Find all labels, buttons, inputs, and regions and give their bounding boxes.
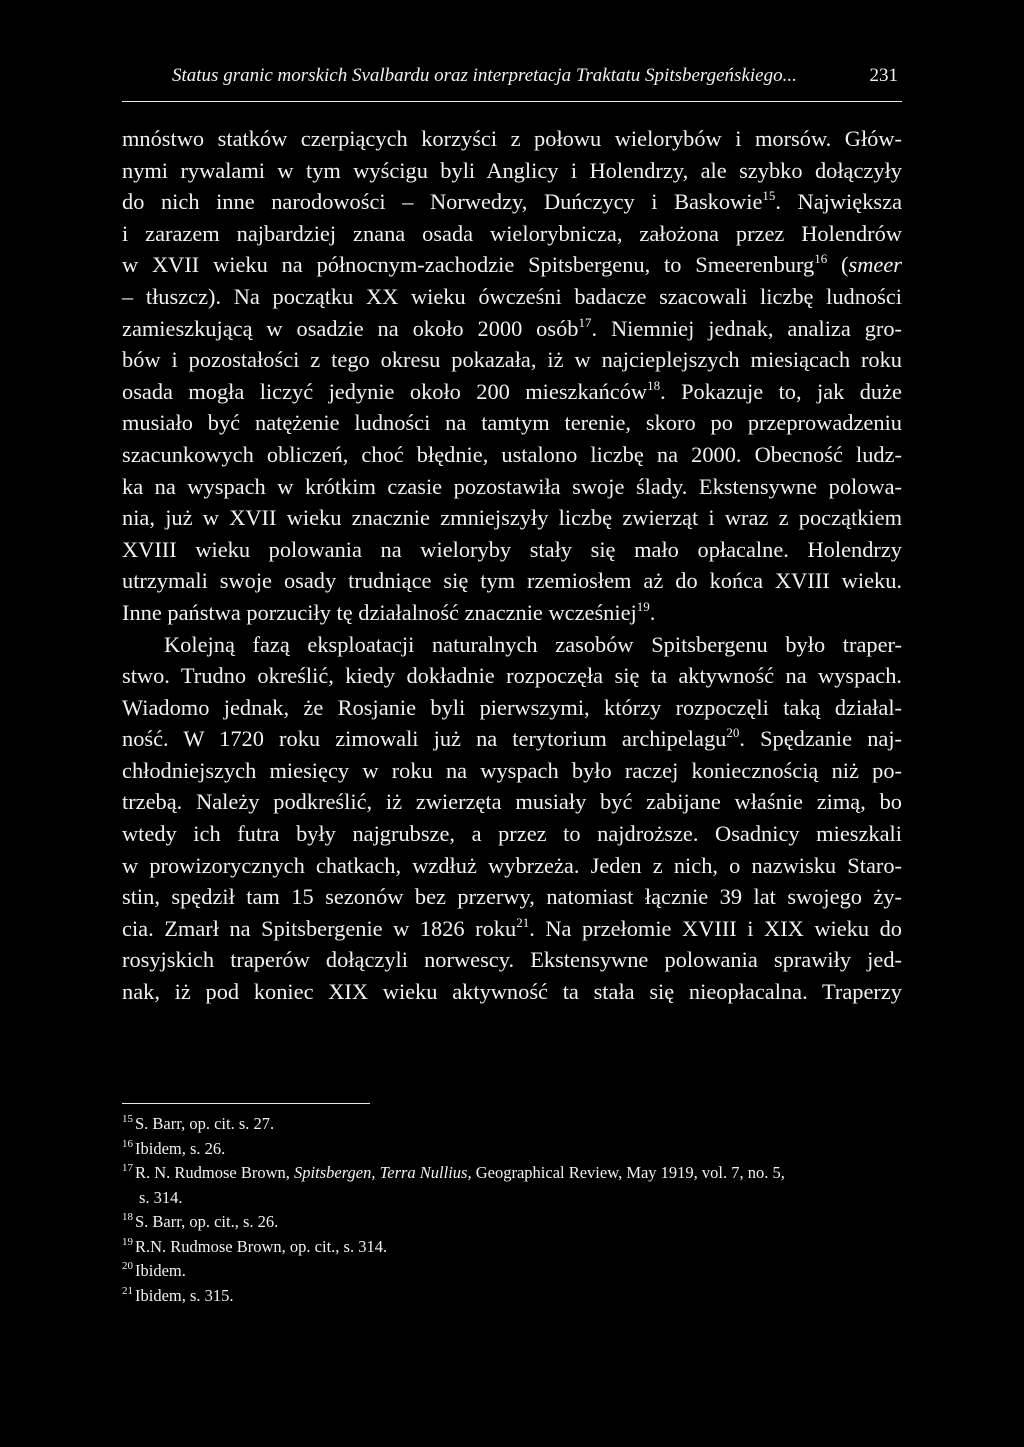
footnote-number: 16 <box>122 1137 133 1150</box>
text-run: . Niemniej jednak, analiza gro- <box>591 315 903 341</box>
text-run: . Spędzanie naj- <box>739 726 902 752</box>
text-run: trzebą. Należy podkreślić, iż zwierzęta musiały być zabijane właśnie zimą, bo <box>122 789 902 815</box>
text-line <box>122 186 902 218</box>
text-line <box>122 313 902 345</box>
text-line <box>122 376 902 408</box>
text-run: Ibidem, s. 315. <box>135 1285 234 1305</box>
text-line <box>122 944 902 976</box>
text-run: . Na przełomie XVIII i XIX wieku do <box>529 915 902 941</box>
text-run: Ibidem, s. 26. <box>135 1138 226 1158</box>
text-run: stin, spędził tam 15 sezonów bez przerwy, natomiast łącznie 39 lat swojego ży- <box>122 884 902 910</box>
text-run: R. N. Rudmose Brown, <box>135 1163 295 1182</box>
text-run: chłodniejszych miesięcy w roku na wyspach było raczej koniecznością niż po- <box>122 757 902 783</box>
text-run: utrzymali swoje osady trudniące się tym rzemiosłem aż do końca XVIII wieku. <box>122 568 902 594</box>
text-line <box>122 629 902 661</box>
footnote-ref: 18 <box>647 377 661 393</box>
footnote-ref: 16 <box>814 251 828 267</box>
text-run: cia. Zmarł na Spitsbergenie w 1826 roku <box>122 915 517 941</box>
footnote <box>122 1137 902 1162</box>
text-line <box>122 850 902 882</box>
text-line <box>122 534 902 566</box>
text-run: stwo. Trudno określić, kiedy dokładnie rozpoczęła się ta aktywność na wyspach. <box>122 663 902 689</box>
text-run: . Pokazuje to, jak duże <box>660 378 902 404</box>
footnote-number: 15 <box>122 1113 133 1125</box>
text-line <box>122 660 902 692</box>
text-line <box>122 597 902 629</box>
text-run: osada mogła liczyć jedynie około 200 mieszkańców <box>122 378 648 404</box>
footnote-ref: 20 <box>726 725 740 741</box>
text-run: ( <box>827 252 849 278</box>
text-run: Kolejną fazą eksploatacji naturalnych zasobów Spitsbergenu było traper- <box>164 631 902 657</box>
text-line <box>122 692 902 724</box>
text-line <box>122 502 902 534</box>
text-run: i zarazem najbardziej znana osada wielorybnicza, założona przez Holendrów <box>122 220 902 246</box>
text-run: nymi rywalami w tym wyścigu byli Anglicy i Holendrzy, ale szybko dołączyły <box>122 157 902 183</box>
text-run: XVIII wieku polowania na wieloryby stały się mało opłacalne. Holendrzy <box>122 536 902 562</box>
text-run: musiało być natężenie ludności na tamtym terenie, skoro po przeprowadzeniu <box>122 410 902 436</box>
text-run: R.N. Rudmose Brown, op. cit., s. 314. <box>135 1236 388 1256</box>
text-line <box>122 913 902 945</box>
text-run: nak, iż pod koniec XIX wieku aktywność ta stała się nieopłacalna. Traperzy <box>122 979 902 1005</box>
text-run: rosyjskich traperów dołączyli norwescy. Ekstensywne polowania sprawiły jed- <box>122 947 902 973</box>
text-run: bów i pozostałości z tego okresu pokazała, iż w najcieplejszych miesiącach roku <box>122 347 902 373</box>
italic-text: smeer <box>848 252 902 278</box>
text-run: szacunkowych obliczeń, choć błędnie, ustalono liczbę na 2000. Obecność ludz- <box>122 441 902 467</box>
text-run: Ibidem. <box>135 1261 186 1280</box>
footnote-ref: 19 <box>636 598 650 614</box>
text-run: Inne państwa porzuciły tę działalność znacznie wcześniej <box>122 599 637 625</box>
text-line <box>122 565 902 597</box>
text-run: . Największa <box>775 189 903 215</box>
footnote <box>122 1210 902 1235</box>
text-line <box>122 344 902 376</box>
text-run: Geographical Review, May 1919, vol. 7, no. 5, <box>471 1163 785 1182</box>
page-number: 231 <box>869 65 898 86</box>
text-line <box>122 976 902 1008</box>
footnote <box>122 1161 902 1186</box>
text-run: wtedy ich futra były najgrubsze, a przez to najdroższe. Osadnicy mieszkali <box>122 821 902 847</box>
text-run: S. Barr, op. cit., s. 26. <box>135 1212 279 1231</box>
italic-text: Spitsbergen, Terra Nullius, <box>294 1163 472 1182</box>
text-line <box>122 123 902 155</box>
footnote <box>122 1186 902 1211</box>
footnotes <box>122 1112 902 1308</box>
footnote-number: 18 <box>122 1211 133 1223</box>
text-line <box>122 218 902 250</box>
text-run: nia, już w XVII wieku znacznie zmniejszyły liczbę zwierząt i wraz z początkiem <box>122 505 902 531</box>
header-rule <box>122 101 902 102</box>
footnote-number: 17 <box>122 1162 133 1174</box>
footnote-ref: 21 <box>516 914 530 930</box>
text-run: w prowizorycznych chatkach, wzdłuż wybrzeża. Jeden z nich, o nazwisku Staro- <box>122 852 902 878</box>
footnote-number: 19 <box>122 1235 133 1248</box>
footnote <box>122 1284 902 1309</box>
text-line <box>122 755 902 787</box>
text-line <box>122 818 902 850</box>
footnote-ref: 17 <box>578 314 592 330</box>
text-line <box>122 249 902 281</box>
text-line <box>122 439 902 471</box>
text-line <box>122 786 902 818</box>
text-line <box>122 723 902 755</box>
text-line <box>122 281 902 313</box>
text-line <box>122 881 902 913</box>
running-title: Status granic morskich Svalbardu oraz interpretacja Traktatu Spitsbergeńskiego... <box>172 65 797 86</box>
text-run: do nich inne narodowości – Norwedzy, Duńczycy i Baskowie <box>122 189 763 215</box>
footnote-separator <box>122 1103 370 1104</box>
body-text <box>122 123 902 1008</box>
text-run: zamieszkującą w osadzie na około 2000 osób <box>122 315 579 341</box>
footnote-ref: 15 <box>762 188 776 204</box>
footnote <box>122 1259 902 1284</box>
text-run: – tłuszcz). Na początku XX wieku ówcześni badacze szacowali liczbę ludności <box>122 283 902 309</box>
text-run: S. Barr, op. cit. s. 27. <box>135 1114 275 1133</box>
footnote-number: 20 <box>122 1260 133 1272</box>
text-line <box>122 155 902 187</box>
footnote-number: 21 <box>122 1284 133 1297</box>
text-run: ność. W 1720 roku zimowali już na terytorium archipelagu <box>122 726 727 752</box>
text-run: ka na wyspach w krótkim czasie pozostawiła swoje ślady. Ekstensywne polowa- <box>122 473 902 499</box>
footnote <box>122 1235 902 1260</box>
text-line <box>122 471 902 503</box>
text-run: s. 314. <box>139 1187 183 1207</box>
text-run: . <box>649 599 656 625</box>
running-header <box>122 62 902 96</box>
footnote <box>122 1112 902 1137</box>
text-run: w XVII wieku na północnym-zachodzie Spitsbergenu, to Smeerenburg <box>122 252 815 278</box>
text-line <box>122 407 902 439</box>
text-run: mnóstwo statków czerpiących korzyści z połowu wielorybów i morsów. Głów- <box>122 126 902 151</box>
text-run: Wiadomo jednak, że Rosjanie byli pierwszymi, którzy rozpoczęli taką działal- <box>122 694 902 720</box>
